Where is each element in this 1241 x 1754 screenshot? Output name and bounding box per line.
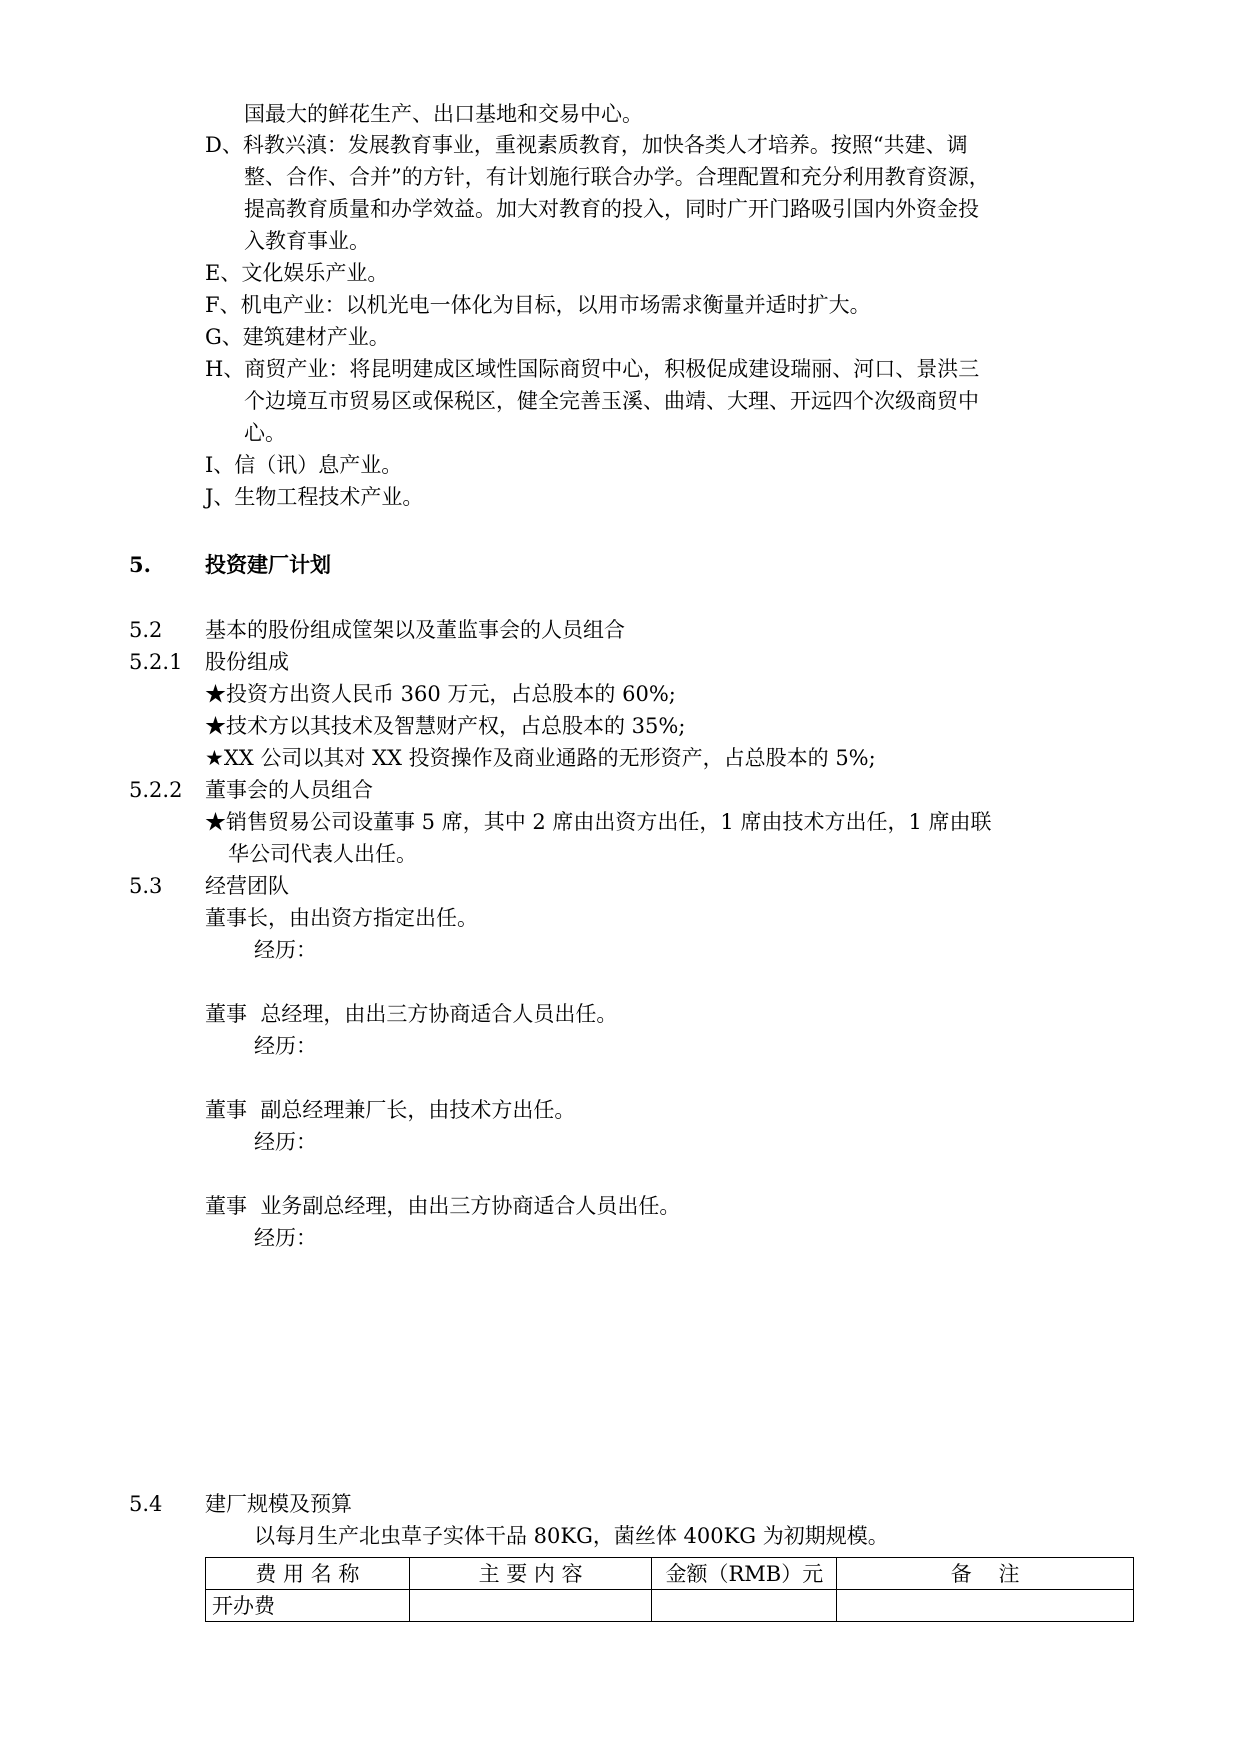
subsection-number: 5.2.2 xyxy=(129,778,183,802)
team-member-role: 董事 副总经理兼厂长，由技术方出任。 xyxy=(205,1098,576,1122)
team-member-experience: 经历： xyxy=(254,1034,317,1058)
share-item: ★投资方出资人民币 360 万元，占总股本的 60%; xyxy=(205,682,676,706)
team-member-role: 董事 总经理，由出三方协商适合人员出任。 xyxy=(205,1002,618,1026)
list-item-f: F、机电产业：以机光电一体化为目标，以用市场需求衡量并适时扩大。 xyxy=(205,293,871,317)
subsection-number: 5.3 xyxy=(129,874,163,898)
table-cell xyxy=(837,1590,1134,1622)
list-item-e: E、文化娱乐产业。 xyxy=(205,261,389,285)
team-member-role: 董事 业务副总经理，由出三方协商适合人员出任。 xyxy=(205,1194,681,1218)
subsection-title: 建厂规模及预算 xyxy=(205,1492,352,1516)
list-item-d-line1: D、科教兴滇：发展教育事业，重视素质教育，加快各类人才培养。按照“共建、调 xyxy=(205,133,968,157)
list-item-d-line2: 整、合作、合并”的方针，有计划施行联合办学。合理配置和充分利用教育资源， xyxy=(244,165,990,189)
share-item: ★XX 公司以其对 XX 投资操作及商业通路的无形资产，占总股本的 5%; xyxy=(205,746,876,770)
list-item-continuation: 国最大的鲜花生产、出口基地和交易中心。 xyxy=(244,102,643,126)
column-header: 金额（RMB）元 xyxy=(652,1558,837,1590)
section-title: 投资建厂计划 xyxy=(205,552,331,577)
list-item-h-line1: H、商贸产业：将昆明建成区域性国际商贸中心，积极促成建设瑞丽、河口、景洪三 xyxy=(205,357,980,381)
list-item-d-line4: 入教育事业。 xyxy=(244,229,370,253)
subsection-title: 基本的股份组成筐架以及董监事会的人员组合 xyxy=(205,618,625,642)
board-item-line2: 华公司代表人出任。 xyxy=(228,842,417,866)
subsection-number: 5.2.1 xyxy=(129,650,183,674)
subsection-title: 经营团队 xyxy=(205,874,289,898)
table-cell xyxy=(652,1590,837,1622)
list-item-j: J、生物工程技术产业。 xyxy=(205,485,424,509)
column-header: 备 注 xyxy=(837,1558,1134,1590)
subsection-number: 5.4 xyxy=(129,1492,163,1516)
subsection-title: 董事会的人员组合 xyxy=(205,778,373,802)
section-number: 5. xyxy=(129,552,151,577)
table-cell: 开办费 xyxy=(206,1590,410,1622)
team-member-role: 董事长，由出资方指定出任。 xyxy=(205,906,478,930)
list-item-h-line2: 个边境互市贸易区或保税区，健全完善玉溪、曲靖、大理、开远四个次级商贸中 xyxy=(244,389,979,413)
team-member-experience: 经历： xyxy=(254,1226,317,1250)
scale-intro: 以每月生产北虫草子实体干品 80KG，菌丝体 400KG 为初期规模。 xyxy=(254,1524,889,1548)
column-header: 费 用 名 称 xyxy=(206,1558,410,1590)
list-item-g: G、建筑建材产业。 xyxy=(205,325,390,349)
team-member-experience: 经历： xyxy=(254,938,317,962)
column-header: 主 要 内 容 xyxy=(409,1558,652,1590)
list-item-i: I、信（讯）息产业。 xyxy=(205,453,403,477)
list-item-d-line3: 提高教育质量和办学效益。加大对教育的投入，同时广开门路吸引国内外资金投 xyxy=(244,197,979,221)
table-row xyxy=(206,1590,1134,1622)
subsection-title: 股份组成 xyxy=(205,650,289,674)
board-item-line1: ★销售贸易公司设董事 5 席，其中 2 席由出资方出任，1 席由技术方出任，1 席由联 xyxy=(205,810,992,834)
subsection-number: 5.2 xyxy=(129,618,163,642)
list-item-h-line3: 心。 xyxy=(244,421,286,445)
table-header-row xyxy=(206,1558,1134,1590)
share-item: ★技术方以其技术及智慧财产权，占总股本的 35%; xyxy=(205,714,686,738)
budget-table xyxy=(205,1557,1134,1622)
table-cell xyxy=(409,1590,652,1622)
team-member-experience: 经历： xyxy=(254,1130,317,1154)
